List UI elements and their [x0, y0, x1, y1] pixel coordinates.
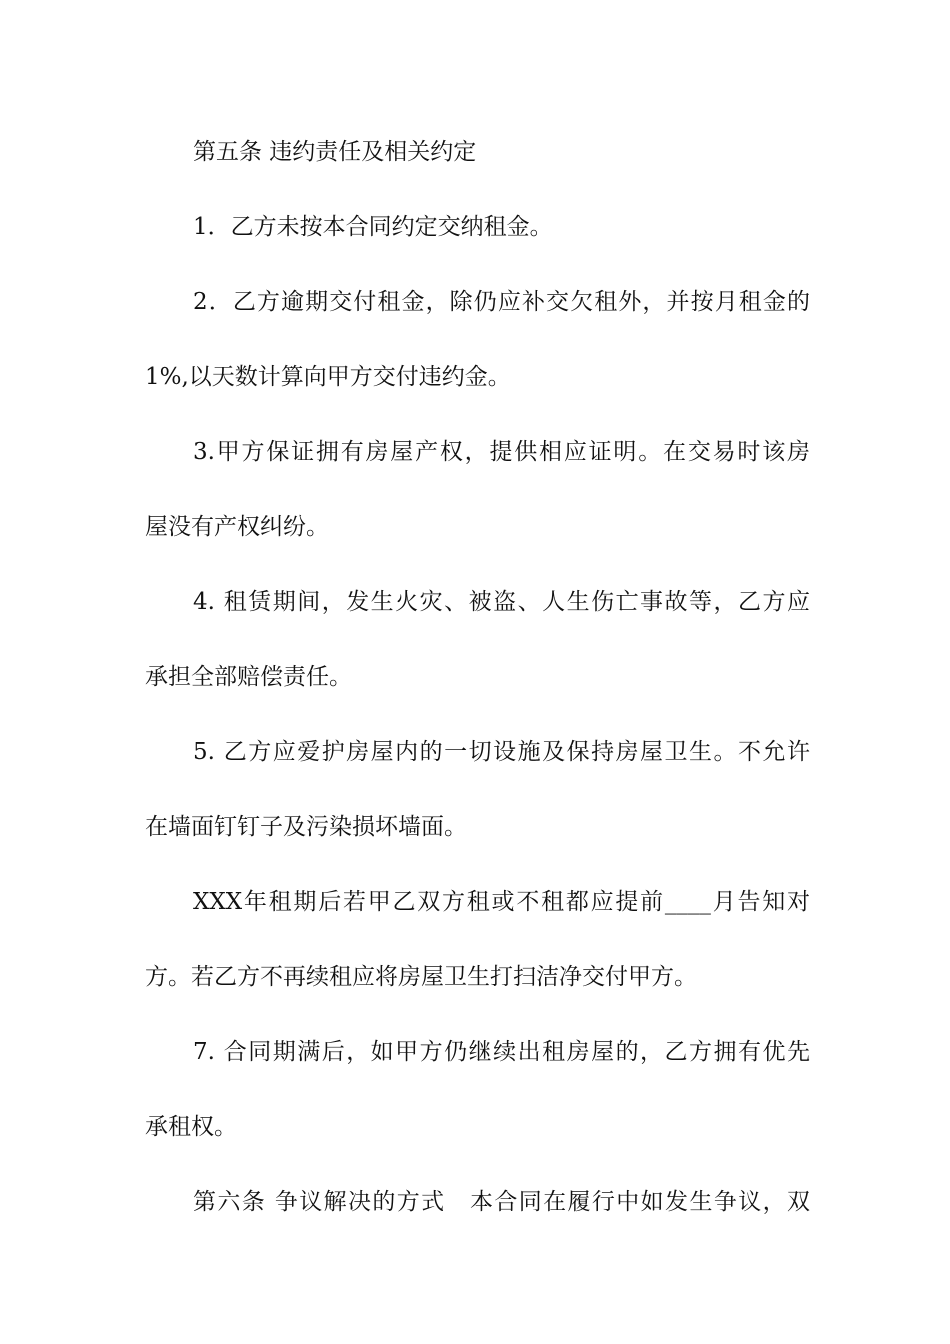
clause-6-line-1: XXX年租期后若甲乙双方租或不租都应提前____月告知对: [193, 889, 810, 915]
clause-6-line-2: 方。若乙方不再续租应将房屋卫生打扫洁净交付甲方。: [145, 964, 697, 990]
clause-4-line-1: 4. 租赁期间，发生火灾、被盗、人生伤亡事故等，乙方应: [193, 589, 810, 615]
clause-4-line-2: 承担全部赔偿责任。: [145, 664, 352, 690]
clause-7-line-2: 承租权。: [145, 1114, 237, 1140]
clause-1-line: 1．乙方未按本合同约定交纳租金。: [193, 214, 553, 240]
clause-2-line-2: 1%,以天数计算向甲方交付违约金。: [145, 364, 511, 390]
article-6-line-1: 第六条 争议解决的方式 本合同在履行中如发生争议，双: [193, 1189, 810, 1215]
clause-3-line-1: 3.甲方保证拥有房屋产权，提供相应证明。在交易时该房: [193, 439, 810, 465]
clause-7-line-1: 7. 合同期满后，如甲方仍继续出租房屋的，乙方拥有优先: [193, 1039, 810, 1065]
clause-5-line-1: 5. 乙方应爱护房屋内的一切设施及保持房屋卫生。不允许: [193, 739, 810, 765]
article-5-heading: 第五条 违约责任及相关约定: [193, 139, 477, 165]
clause-2-line-1: 2．乙方逾期交付租金，除仍应补交欠租外，并按月租金的: [193, 289, 810, 315]
clause-3-line-2: 屋没有产权纠纷。: [145, 514, 329, 540]
clause-5-line-2: 在墙面钉钉子及污染损坏墙面。: [145, 814, 467, 840]
